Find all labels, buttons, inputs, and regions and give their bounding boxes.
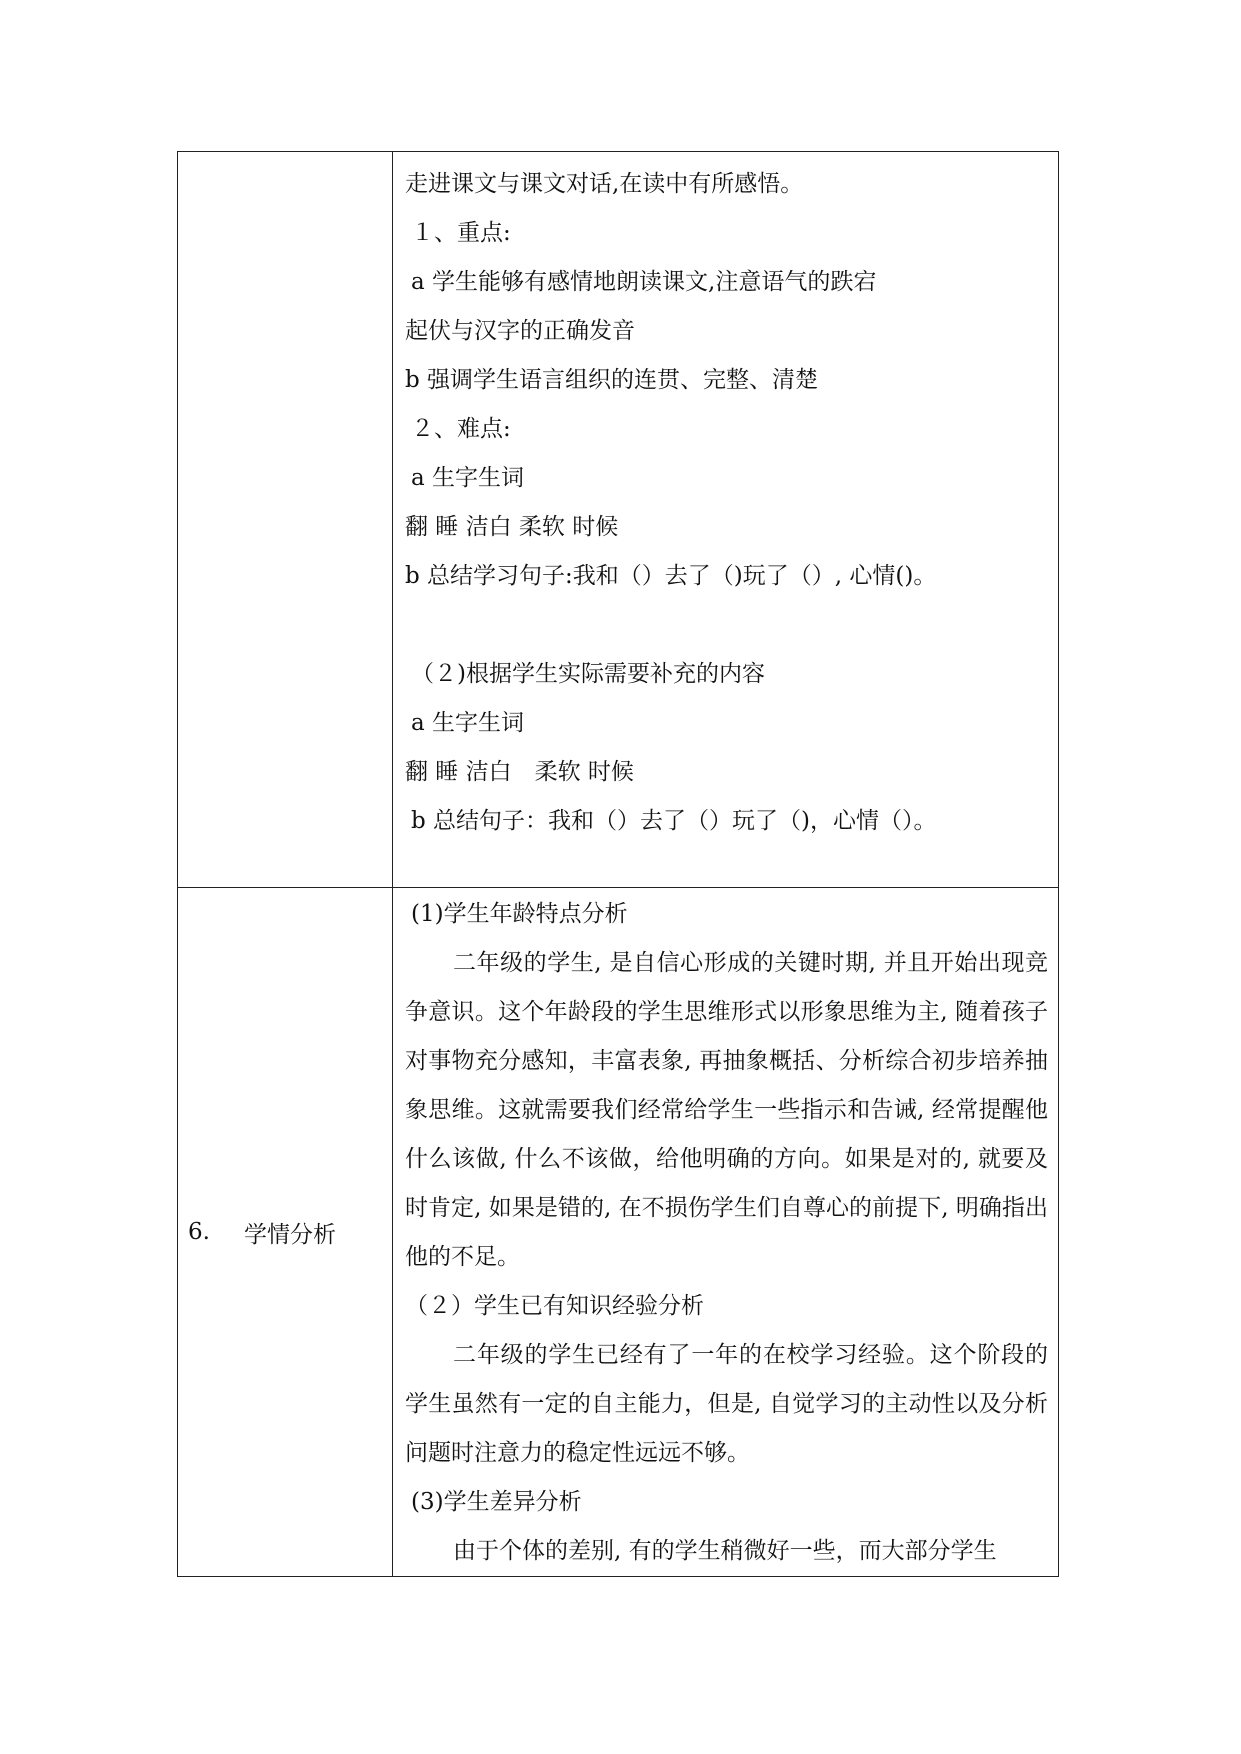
text-line: b 强调学生语言组织的连贯、完整、清楚 [405,367,819,393]
table-row [178,888,1059,1577]
text-line: 走进课文与课文对话,在读中有所感悟。 [405,171,804,197]
subsection-title: (3)学生差异分析 [411,1489,582,1515]
student-analysis-content [393,888,1058,1576]
text-line: （２)根据学生实际需要补充的内容 [411,661,765,687]
subsection-title: （２）学生已有知识经验分析 [405,1293,704,1319]
paragraph: 二年级的学生已经有了一年的在校学习经验。这个阶段的学生虽然有一定的自主能力，但是, 自觉学习的主动性以及分析问题时注意力的稳定性远远不够。 [405,1342,1048,1466]
row-label-cell [178,152,393,888]
subsection-title: (1)学生年龄特点分析 [411,901,628,927]
text-line: a 生字生词 [411,465,525,491]
text-line: a 学生能够有感情地朗读课文,注意语气的跌宕 [411,269,877,295]
section-title: 学情分析 [244,1221,336,1248]
key-points-content [393,152,1058,846]
lesson-plan-table [177,151,1059,1577]
text-line: 翻 睡 洁白 柔软 时候 [405,514,619,540]
paragraph: 由于个体的差别, 有的学生稍微好一些，而大部分学生 [453,1538,997,1564]
blank-line [405,601,1048,650]
text-line: ２、难点: [411,416,511,442]
text-line: 起伏与汉字的正确发音 [405,318,635,344]
text-line: １、重点: [411,220,511,246]
section-number: 6. [188,1219,210,1245]
text-line: 翻 睡 洁白 柔软 时候 [405,759,634,785]
table-row [178,152,1059,888]
row-label [178,1216,392,1249]
row-label-cell [178,888,393,1577]
text-line: b 总结句子：我和（）去了（）玩了（)，心情（）。 [411,808,937,834]
text-line: a 生字生词 [411,710,525,736]
row-content-cell [393,152,1059,888]
row-content-cell [393,888,1059,1577]
text-line: b 总结学习句子:我和（）去了（)玩了（）, 心情()。 [405,563,937,589]
paragraph: 二年级的学生, 是自信心形成的关键时期, 并且开始出现竞争意识。这个年龄段的学生思维形式以形象思维为主, 随着孩子对事物充分感知，丰富表象, 再抽象概括、分析综合初步培养抽象思维。这就需要我们经常给学生一些指示和告诫, 经常提醒他什么该做, 什么不该做，给他明确的方向。如果是对的, 就要及时肯定, 如果是错的, 在不损伤学生们自尊心的前提下, 明确指出他的不足。 [405,950,1048,1270]
